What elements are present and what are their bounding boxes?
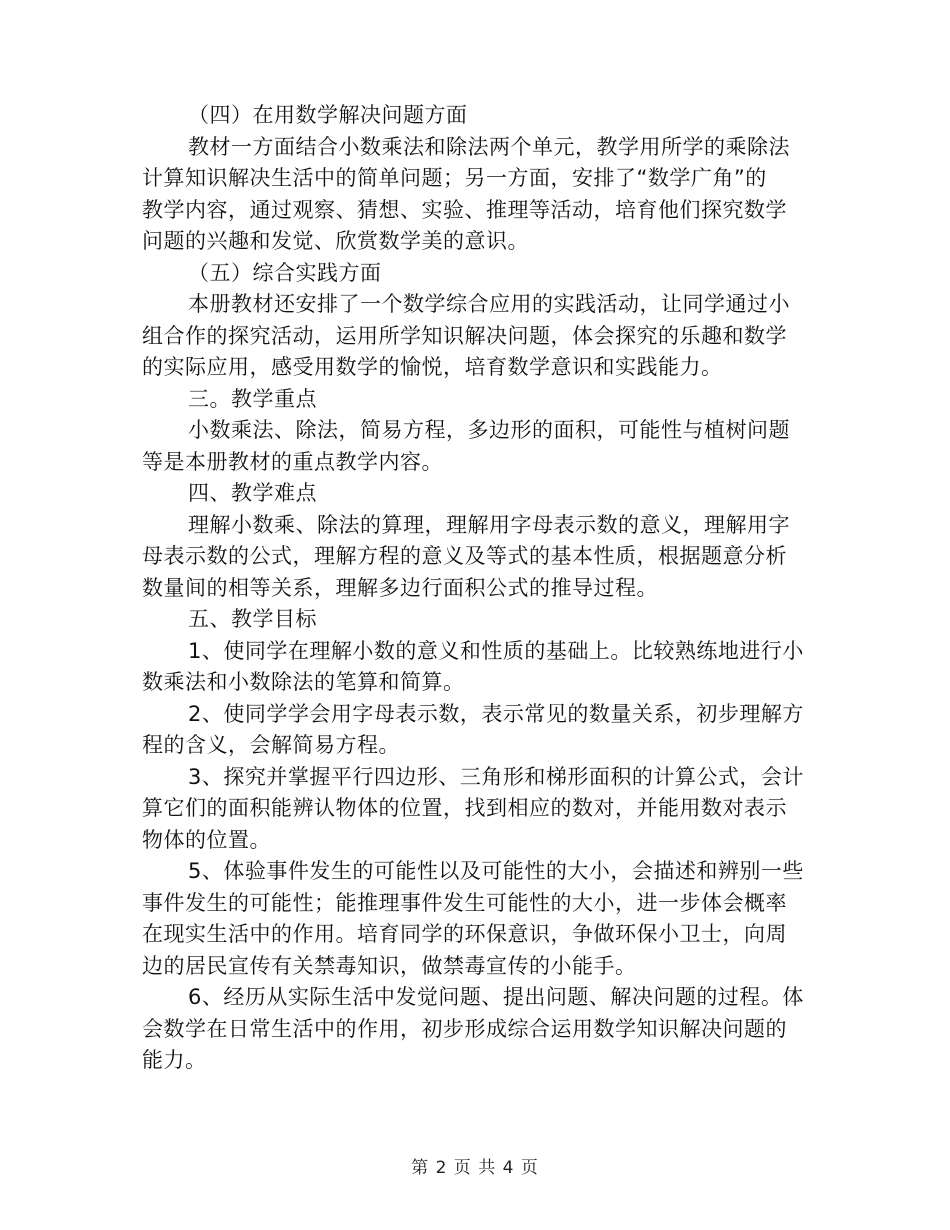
paragraph-line: 教学内容，通过观察、猜想、实验、推理等活动，培育他们探究数学 (142, 197, 787, 222)
list-item-line: 3、探究并掌握平行四边形、三角形和梯形面积的计算公式，会计 (188, 764, 804, 789)
section-heading-difficulties: 四、教学难点 (188, 481, 317, 505)
document-page (142, 100, 810, 1077)
paragraph-line: 计算知识解决生活中的简单问题；另一方面，安排了“数学广角”的 (142, 166, 767, 190)
section-heading-key-points: 三。教学重点 (188, 386, 317, 411)
list-item-line: 数乘法和小数除法的笔算和简算。 (142, 670, 465, 694)
list-item-line: 事件发生的可能性；能推理事件发生可能性的大小，进一步体会概率 (142, 890, 787, 915)
list-item-line: 在现实生活中的作用。培育同学的环保意识，争做环保小卫士，向周 (142, 922, 787, 946)
paragraph-line: 理解小数乘、除法的算理，理解用字母表示数的意义，理解用字 (188, 512, 790, 537)
paragraph-line: 母表示数的公式，理解方程的意义及等式的基本性质，根据题意分析 (142, 544, 787, 568)
paragraph-line: 组合作的探究活动，运用所学知识解决问题，体会探究的乐趣和数学 (142, 323, 787, 348)
paragraph-line: 等是本册教材的重点教学内容。 (142, 449, 443, 474)
page-number-footer: 第 2 页 共 4 页 (411, 1158, 539, 1178)
section-heading-objectives: 五、教学目标 (188, 607, 317, 631)
list-item-line: 物体的位置。 (142, 827, 271, 852)
list-item-line: 边的居民宣传有关禁毒知识，做禁毒宣传的小能手。 (142, 953, 637, 978)
list-item-line: 会数学在日常生活中的作用，初步形成综合运用数学知识解决问题的 (142, 1016, 787, 1041)
paragraph-line: 本册教材还安排了一个数学综合应用的实践活动，让同学通过小 (188, 292, 790, 316)
section-heading-5: （五）综合实践方面 (188, 260, 382, 285)
section-heading-4: （四）在用数学解决问题方面 (188, 103, 468, 127)
list-item-line: 5、体验事件发生的可能性以及可能性的大小，会描述和辨别一些 (188, 859, 804, 883)
paragraph-line: 数量间的相等关系，理解多边行面积公式的推导过程。 (142, 575, 658, 600)
list-item-line: 程的含义，会解简易方程。 (142, 733, 400, 757)
paragraph-line: 小数乘法、除法，简易方程，多边形的面积，可能性与植树问题 (188, 418, 790, 442)
paragraph-line: 教材一方面结合小数乘法和除法两个单元，教学用所学的乘除法 (188, 134, 790, 159)
paragraph-line: 问题的兴趣和发觉、欣赏数学美的意识。 (142, 229, 529, 253)
list-item-line: 6、经历从实际生活中发觉问题、提出问题、解决问题的过程。体 (188, 985, 804, 1009)
list-item-line: 算它们的面积能辨认物体的位置，找到相应的数对，并能用数对表示 (142, 796, 787, 820)
list-item-line: 能力。 (142, 1048, 207, 1072)
paragraph-line: 的实际应用，感受用数学的愉悦，培育数学意识和实践能力。 (142, 355, 723, 379)
list-item-line: 1、使同学在理解小数的意义和性质的基础上。比较熟练地进行小 (188, 638, 804, 663)
list-item-line: 2、使同学学会用字母表示数，表示常见的数量关系，初步理解方 (188, 701, 804, 726)
